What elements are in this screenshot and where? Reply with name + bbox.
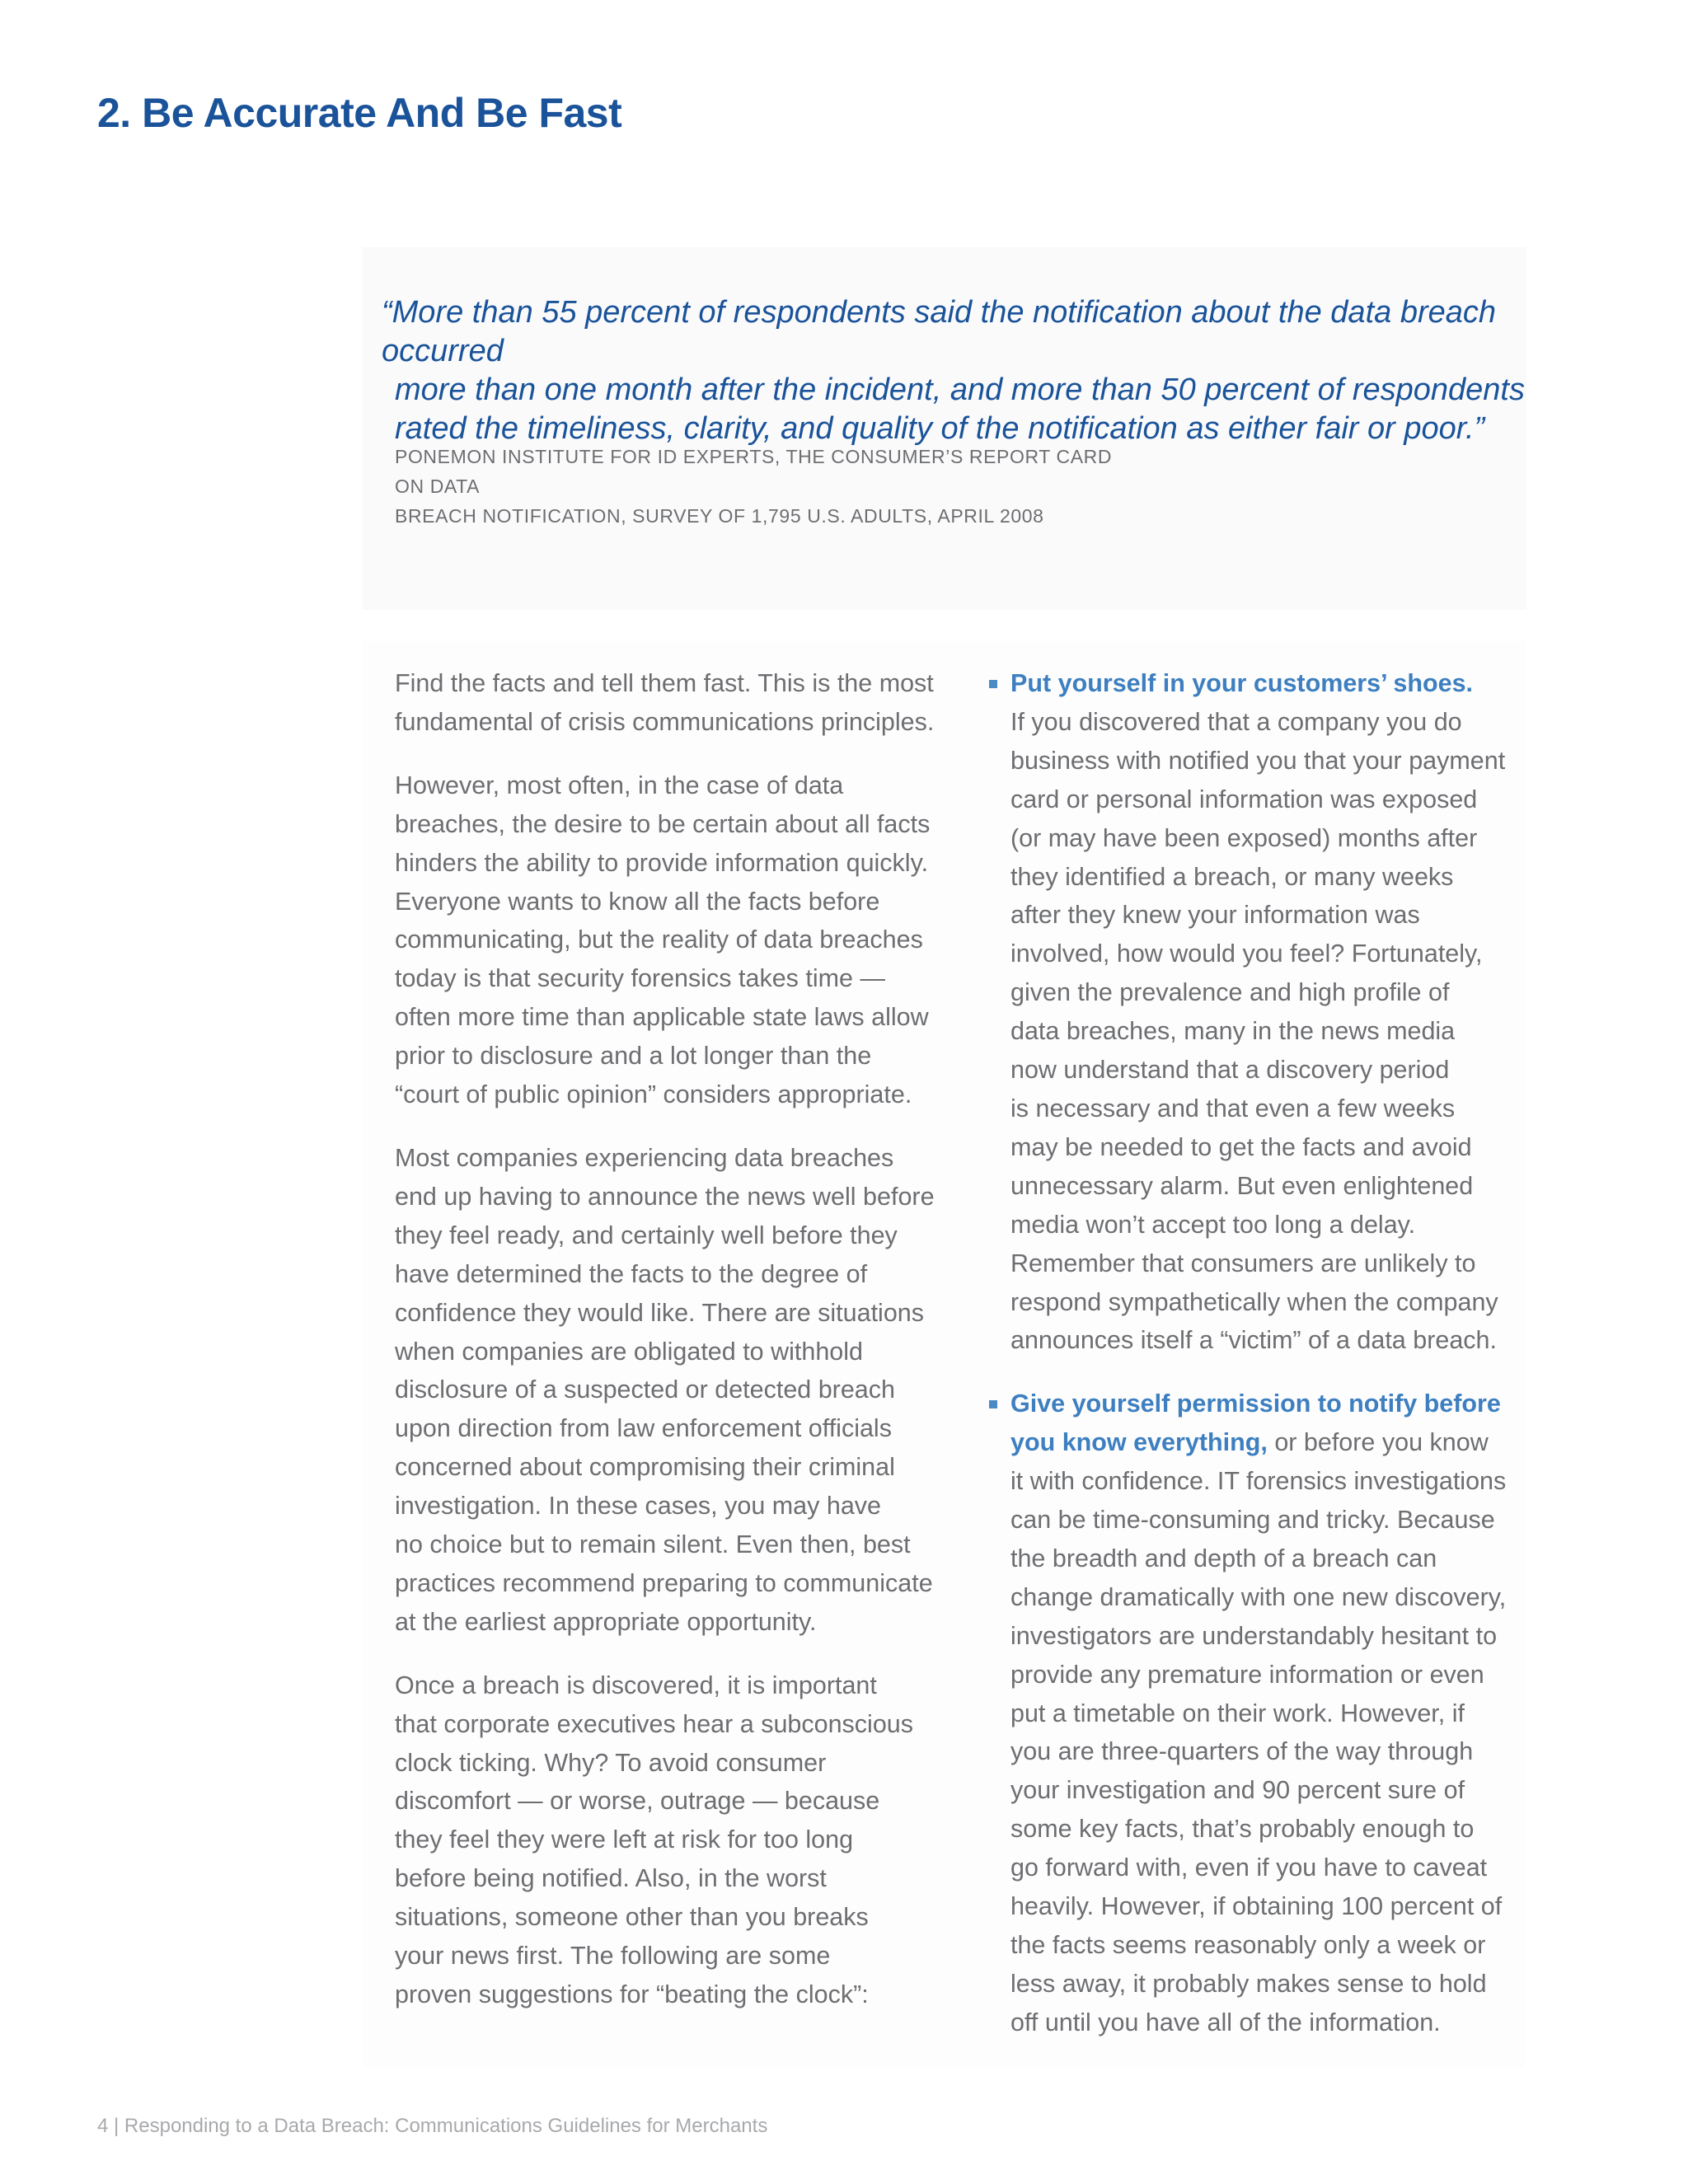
bullet-lead-text: you know everything, bbox=[1010, 1428, 1268, 1457]
paragraph-line: breaches, the desire to be certain about all facts bbox=[395, 809, 931, 838]
bullet-line: can be time-consuming and tricky. Because bbox=[1010, 1506, 1495, 1535]
bullet-line: involved, how would you feel? Fortunately, bbox=[1010, 940, 1483, 968]
bullet-line: card or personal information was exposed bbox=[1010, 785, 1478, 813]
paragraph-line: they feel ready, and certainly well before they bbox=[395, 1221, 898, 1249]
bullet-lead-text: Give yourself permission to notify before bbox=[1010, 1390, 1501, 1418]
bullet-line: business with notified you that your payment bbox=[1010, 746, 1506, 775]
pull-quote bbox=[382, 293, 1536, 448]
paragraph-line: disclosure of a suspected or detected breach bbox=[395, 1376, 895, 1404]
bullet-line: go forward with, even if you have to caveat bbox=[1010, 1854, 1488, 1882]
paragraph-line: practices recommend preparing to communicate bbox=[395, 1568, 933, 1597]
bullet-line: provide any premature information or even bbox=[1010, 1660, 1484, 1689]
paragraph-line: upon direction from law enforcement officials bbox=[395, 1414, 892, 1443]
paragraph-line: However, most often, in the case of data bbox=[395, 771, 844, 799]
bullet-line: is necessary and that even a few weeks bbox=[1010, 1094, 1456, 1122]
paragraph-line: Find the facts and tell them fast. This is the most bbox=[395, 669, 934, 697]
quote-attribution-line: BREACH NOTIFICATION, SURVEY OF 1,795 U.S. ADULTS, APRIL 2008 bbox=[395, 505, 1044, 527]
paragraph-line: situations, someone other than you breaks bbox=[395, 1903, 869, 1932]
bullet-line: given the prevalence and high profile of bbox=[1010, 978, 1450, 1007]
paragraph-line: often more time than applicable state laws allow bbox=[395, 1003, 929, 1032]
paragraph-line: Everyone wants to know all the facts before bbox=[395, 887, 880, 916]
bullet-line: heavily. However, if obtaining 100 percent of bbox=[1010, 1892, 1503, 1921]
body-paragraph bbox=[395, 766, 972, 1114]
right-column bbox=[989, 664, 1533, 2067]
bullet-line: the facts seems reasonably only a week or bbox=[1010, 1931, 1486, 1959]
bullet-line: after they knew your information was bbox=[1010, 901, 1420, 930]
pull-quote-line: “More than 55 percent of respondents said the notification about the data breach occurred bbox=[382, 295, 1497, 368]
paragraph-line: no choice but to remain silent. Even then, best bbox=[395, 1530, 911, 1559]
quote-attribution bbox=[395, 442, 1137, 531]
bullet-line: investigators are understandably hesitant to bbox=[1010, 1621, 1498, 1650]
paragraph-line: communicating, but the reality of data breaches bbox=[395, 926, 923, 954]
paragraph-line: they feel they were left at risk for too long bbox=[395, 1825, 854, 1854]
bullet-line: unnecessary alarm. But even enlightened bbox=[1010, 1171, 1474, 1200]
paragraph-line: confidence they would like. There are situations bbox=[395, 1298, 925, 1327]
bullet-line: you are three-quarters of the way through bbox=[1010, 1737, 1474, 1766]
quote-attribution-line: PONEMON INSTITUTE FOR ID EXPERTS, THE CONSUMER’S REPORT CARD ON DATA bbox=[395, 446, 1113, 497]
paragraph-line: that corporate executives hear a subconscious bbox=[395, 1709, 914, 1738]
paragraph-line: fundamental of crisis communications principles. bbox=[395, 707, 935, 736]
bullet-tail-text: or before you know bbox=[1267, 1428, 1489, 1457]
bullet-item bbox=[989, 1385, 1533, 2041]
square-bullet-icon bbox=[989, 680, 997, 688]
bullet-line: media won’t accept too long a delay. bbox=[1010, 1210, 1416, 1239]
paragraph-line: “court of public opinion” considers appropriate. bbox=[395, 1080, 912, 1109]
body-paragraph bbox=[395, 1139, 972, 1642]
bullet-line: (or may have been exposed) months after bbox=[1010, 823, 1478, 852]
paragraph-line: have determined the facts to the degree of bbox=[395, 1259, 868, 1288]
paragraph-line: hinders the ability to provide information quickly. bbox=[395, 848, 929, 877]
paragraph-line: discomfort — or worse, outrage — because bbox=[395, 1787, 880, 1816]
pull-quote-line: rated the timeliness, clarity, and quality of the notification as either fair or poor.” bbox=[395, 411, 1485, 446]
bullet-line bbox=[1010, 1385, 1533, 1423]
paragraph-line: today is that security forensics takes time — bbox=[395, 964, 885, 993]
body-paragraph bbox=[395, 1666, 972, 2014]
paragraph-line: before being notified. Also, in the worst bbox=[395, 1864, 827, 1893]
paragraph-line: when companies are obligated to withhold bbox=[395, 1337, 864, 1366]
paragraph-line: Once a breach is discovered, it is important bbox=[395, 1671, 877, 1699]
bullet-line: may be needed to get the facts and avoid bbox=[1010, 1132, 1472, 1161]
square-bullet-icon bbox=[989, 1400, 997, 1408]
bullet-line bbox=[1010, 1423, 1533, 1462]
paragraph-line: end up having to announce the news well before bbox=[395, 1182, 935, 1211]
bullet-line: If you discovered that a company you do bbox=[1010, 707, 1462, 736]
paragraph-line: concerned about compromising their criminal bbox=[395, 1453, 895, 1482]
body-paragraph bbox=[395, 664, 972, 742]
paragraph-line: investigation. In these cases, you may have bbox=[395, 1492, 881, 1521]
bullet-line: they identified a breach, or many weeks bbox=[1010, 862, 1454, 891]
bullet-line: announces itself a “victim” of a data breach. bbox=[1010, 1326, 1497, 1355]
bullet-line: put a timetable on their work. However, if bbox=[1010, 1699, 1465, 1727]
bullet-line: data breaches, many in the news media bbox=[1010, 1017, 1456, 1046]
left-column bbox=[395, 664, 972, 2039]
bullet-line: it with confidence. IT forensics investigations bbox=[1010, 1467, 1507, 1496]
paragraph-line: prior to disclosure and a lot longer than the bbox=[395, 1042, 872, 1071]
bullet-line: respond sympathetically when the company bbox=[1010, 1287, 1498, 1316]
bullet-item bbox=[989, 664, 1533, 1360]
bullet-line: change dramatically with one new discovery, bbox=[1010, 1582, 1507, 1611]
paragraph-line: clock ticking. Why? To avoid consumer bbox=[395, 1748, 827, 1777]
bullet-line bbox=[1010, 664, 1533, 703]
bullet-line: the breadth and depth of a breach can bbox=[1010, 1544, 1437, 1572]
page-footer: 4 | Responding to a Data Breach: Communications Guidelines for Merchants bbox=[97, 2115, 768, 2137]
pull-quote-line: more than one month after the incident, and more than 50 percent of respondents bbox=[395, 373, 1525, 407]
paragraph-line: proven suggestions for “beating the clock”: bbox=[395, 1980, 869, 2008]
bullet-line: some key facts, that’s probably enough to bbox=[1010, 1815, 1475, 1844]
bullet-line: Remember that consumers are unlikely to bbox=[1010, 1249, 1476, 1277]
paragraph-line: Most companies experiencing data breaches bbox=[395, 1143, 894, 1172]
bullet-line: now understand that a discovery period bbox=[1010, 1056, 1450, 1085]
paragraph-line: at the earliest appropriate opportunity. bbox=[395, 1607, 817, 1636]
paragraph-line: your news first. The following are some bbox=[395, 1942, 831, 1971]
section-heading: 2. Be Accurate And Be Fast bbox=[97, 90, 622, 136]
bullet-lead-text: Put yourself in your customers’ shoes. bbox=[1010, 669, 1474, 697]
bullet-line: your investigation and 90 percent sure of bbox=[1010, 1776, 1465, 1805]
bullet-line: less away, it probably makes sense to hold bbox=[1010, 1969, 1487, 1998]
bullet-line: off until you have all of the information. bbox=[1010, 2008, 1441, 2036]
